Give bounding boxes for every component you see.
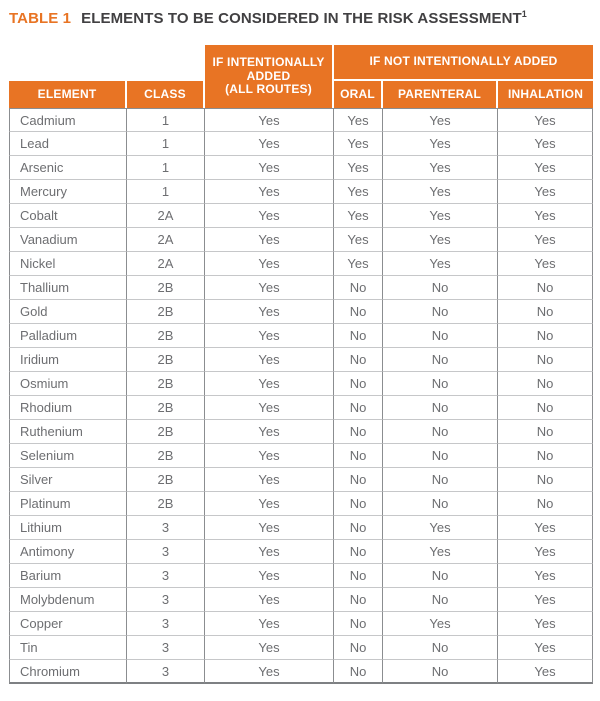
cell-all-routes: Yes — [205, 204, 334, 228]
table-row — [9, 444, 593, 468]
risk-assessment-table — [9, 45, 593, 684]
table-row — [9, 348, 593, 372]
cell-parenteral: No — [383, 636, 498, 660]
cell-all-routes: Yes — [205, 612, 334, 636]
table-row — [9, 180, 593, 204]
table-row — [9, 108, 593, 132]
table-row — [9, 204, 593, 228]
cell-oral: Yes — [334, 228, 383, 252]
table-row — [9, 324, 593, 348]
cell-class: 2A — [127, 204, 205, 228]
cell-all-routes: Yes — [205, 516, 334, 540]
table-row — [9, 612, 593, 636]
column-group-header-if-not-intentionally-added: IF NOT INTENTIONALLY ADDED — [334, 45, 593, 81]
cell-element: Ruthenium — [9, 420, 127, 444]
table-row — [9, 540, 593, 564]
cell-element: Silver — [9, 468, 127, 492]
cell-oral: No — [334, 372, 383, 396]
cell-all-routes: Yes — [205, 156, 334, 180]
cell-element: Arsenic — [9, 156, 127, 180]
cell-class: 1 — [127, 108, 205, 132]
cell-parenteral: No — [383, 420, 498, 444]
cell-element: Vanadium — [9, 228, 127, 252]
cell-inhalation: No — [498, 348, 593, 372]
cell-element: Nickel — [9, 252, 127, 276]
cell-element: Palladium — [9, 324, 127, 348]
cell-all-routes: Yes — [205, 180, 334, 204]
column-header-inhalation: INHALATION — [498, 81, 593, 108]
cell-parenteral: Yes — [383, 132, 498, 156]
cell-all-routes: Yes — [205, 588, 334, 612]
cell-class: 3 — [127, 636, 205, 660]
cell-oral: No — [334, 612, 383, 636]
cell-oral: No — [334, 276, 383, 300]
cell-parenteral: Yes — [383, 228, 498, 252]
cell-element: Mercury — [9, 180, 127, 204]
header-line-1: IF INTENTIONALLY ADDED — [212, 54, 325, 83]
cell-parenteral: No — [383, 468, 498, 492]
cell-all-routes: Yes — [205, 372, 334, 396]
column-header-class: CLASS — [127, 81, 205, 108]
cell-oral: No — [334, 588, 383, 612]
table-row — [9, 588, 593, 612]
cell-all-routes: Yes — [205, 660, 334, 684]
cell-parenteral: Yes — [383, 180, 498, 204]
table-row — [9, 636, 593, 660]
cell-inhalation: No — [498, 444, 593, 468]
cell-parenteral: No — [383, 444, 498, 468]
cell-class: 3 — [127, 516, 205, 540]
cell-all-routes: Yes — [205, 324, 334, 348]
header-spacer — [9, 45, 205, 81]
cell-element: Osmium — [9, 372, 127, 396]
table-body — [9, 108, 593, 684]
cell-element: Rhodium — [9, 396, 127, 420]
cell-class: 2A — [127, 252, 205, 276]
table-row — [9, 156, 593, 180]
cell-inhalation: Yes — [498, 564, 593, 588]
cell-oral: No — [334, 444, 383, 468]
cell-oral: Yes — [334, 132, 383, 156]
cell-oral: Yes — [334, 180, 383, 204]
cell-inhalation: No — [498, 324, 593, 348]
cell-class: 2B — [127, 372, 205, 396]
table-title-text: ELEMENTS TO BE CONSIDERED IN THE RISK ASSESSMENT — [81, 10, 522, 27]
cell-all-routes: Yes — [205, 540, 334, 564]
cell-class: 2B — [127, 276, 205, 300]
cell-class: 2B — [127, 396, 205, 420]
cell-element: Chromium — [9, 660, 127, 684]
cell-parenteral: Yes — [383, 516, 498, 540]
cell-inhalation: Yes — [498, 660, 593, 684]
table-row — [9, 132, 593, 156]
cell-all-routes: Yes — [205, 108, 334, 132]
cell-inhalation: Yes — [498, 228, 593, 252]
cell-class: 1 — [127, 156, 205, 180]
cell-parenteral: No — [383, 660, 498, 684]
table-row — [9, 468, 593, 492]
cell-class: 1 — [127, 132, 205, 156]
cell-class: 2B — [127, 444, 205, 468]
cell-all-routes: Yes — [205, 276, 334, 300]
cell-parenteral: No — [383, 348, 498, 372]
cell-class: 3 — [127, 588, 205, 612]
cell-inhalation: No — [498, 468, 593, 492]
cell-class: 2B — [127, 348, 205, 372]
cell-all-routes: Yes — [205, 468, 334, 492]
cell-element: Cobalt — [9, 204, 127, 228]
cell-oral: No — [334, 564, 383, 588]
cell-class: 2B — [127, 324, 205, 348]
cell-all-routes: Yes — [205, 228, 334, 252]
cell-parenteral: Yes — [383, 252, 498, 276]
cell-inhalation: Yes — [498, 156, 593, 180]
cell-inhalation: No — [498, 300, 593, 324]
cell-inhalation: Yes — [498, 180, 593, 204]
cell-class: 2A — [127, 228, 205, 252]
cell-all-routes: Yes — [205, 444, 334, 468]
cell-oral: No — [334, 348, 383, 372]
cell-all-routes: Yes — [205, 492, 334, 516]
column-header-parenteral: PARENTERAL — [383, 81, 498, 108]
cell-class: 2B — [127, 492, 205, 516]
cell-oral: No — [334, 420, 383, 444]
cell-all-routes: Yes — [205, 348, 334, 372]
cell-all-routes: Yes — [205, 252, 334, 276]
table-row — [9, 564, 593, 588]
cell-oral: No — [334, 636, 383, 660]
cell-class: 2B — [127, 420, 205, 444]
cell-inhalation: Yes — [498, 252, 593, 276]
table-header — [9, 45, 593, 108]
cell-oral: No — [334, 396, 383, 420]
header-row-top — [9, 45, 593, 81]
cell-oral: No — [334, 492, 383, 516]
cell-all-routes: Yes — [205, 396, 334, 420]
cell-oral: Yes — [334, 156, 383, 180]
cell-class: 3 — [127, 564, 205, 588]
column-header-if-intentionally-added — [205, 45, 334, 108]
cell-oral: Yes — [334, 204, 383, 228]
cell-element: Antimony — [9, 540, 127, 564]
cell-parenteral: No — [383, 372, 498, 396]
cell-class: 2B — [127, 300, 205, 324]
cell-parenteral: Yes — [383, 612, 498, 636]
table-row — [9, 300, 593, 324]
cell-element: Tin — [9, 636, 127, 660]
cell-class: 3 — [127, 660, 205, 684]
cell-oral: No — [334, 540, 383, 564]
cell-element: Iridium — [9, 348, 127, 372]
column-header-oral: ORAL — [334, 81, 383, 108]
cell-all-routes: Yes — [205, 132, 334, 156]
cell-inhalation: No — [498, 372, 593, 396]
cell-inhalation: Yes — [498, 132, 593, 156]
cell-element: Barium — [9, 564, 127, 588]
cell-element: Molybdenum — [9, 588, 127, 612]
cell-inhalation: Yes — [498, 636, 593, 660]
cell-parenteral: No — [383, 324, 498, 348]
cell-inhalation: No — [498, 396, 593, 420]
table-number-label: TABLE 1 — [9, 10, 72, 27]
cell-class: 3 — [127, 612, 205, 636]
cell-inhalation: No — [498, 420, 593, 444]
cell-oral: No — [334, 660, 383, 684]
cell-parenteral: No — [383, 276, 498, 300]
cell-class: 2B — [127, 468, 205, 492]
cell-parenteral: No — [383, 396, 498, 420]
cell-parenteral: No — [383, 492, 498, 516]
table-row — [9, 660, 593, 684]
cell-inhalation: Yes — [498, 516, 593, 540]
table-row — [9, 396, 593, 420]
cell-parenteral: No — [383, 588, 498, 612]
cell-parenteral: No — [383, 300, 498, 324]
cell-inhalation: No — [498, 276, 593, 300]
table-row — [9, 276, 593, 300]
cell-oral: Yes — [334, 252, 383, 276]
cell-inhalation: Yes — [498, 204, 593, 228]
cell-oral: No — [334, 516, 383, 540]
cell-inhalation: No — [498, 492, 593, 516]
cell-element: Selenium — [9, 444, 127, 468]
cell-all-routes: Yes — [205, 420, 334, 444]
cell-element: Platinum — [9, 492, 127, 516]
cell-element: Thallium — [9, 276, 127, 300]
cell-element: Lead — [9, 132, 127, 156]
table-title — [9, 9, 592, 27]
cell-inhalation: Yes — [498, 540, 593, 564]
cell-parenteral: Yes — [383, 108, 498, 132]
cell-element: Cadmium — [9, 108, 127, 132]
table-row — [9, 420, 593, 444]
header-line-2: (ALL ROUTES) — [225, 82, 312, 97]
column-header-element: ELEMENT — [9, 81, 127, 108]
cell-parenteral: Yes — [383, 204, 498, 228]
table-row — [9, 228, 593, 252]
cell-oral: No — [334, 468, 383, 492]
cell-all-routes: Yes — [205, 636, 334, 660]
cell-inhalation: Yes — [498, 108, 593, 132]
cell-parenteral: No — [383, 564, 498, 588]
cell-inhalation: Yes — [498, 612, 593, 636]
cell-oral: No — [334, 324, 383, 348]
table-row — [9, 492, 593, 516]
cell-oral: No — [334, 300, 383, 324]
cell-all-routes: Yes — [205, 300, 334, 324]
table-row — [9, 252, 593, 276]
footnote-marker: 1 — [521, 9, 527, 19]
cell-element: Lithium — [9, 516, 127, 540]
cell-class: 1 — [127, 180, 205, 204]
cell-parenteral: Yes — [383, 540, 498, 564]
table-row — [9, 516, 593, 540]
cell-element: Copper — [9, 612, 127, 636]
cell-all-routes: Yes — [205, 564, 334, 588]
cell-parenteral: Yes — [383, 156, 498, 180]
cell-element: Gold — [9, 300, 127, 324]
cell-inhalation: Yes — [498, 588, 593, 612]
table-row — [9, 372, 593, 396]
cell-class: 3 — [127, 540, 205, 564]
cell-oral: Yes — [334, 108, 383, 132]
